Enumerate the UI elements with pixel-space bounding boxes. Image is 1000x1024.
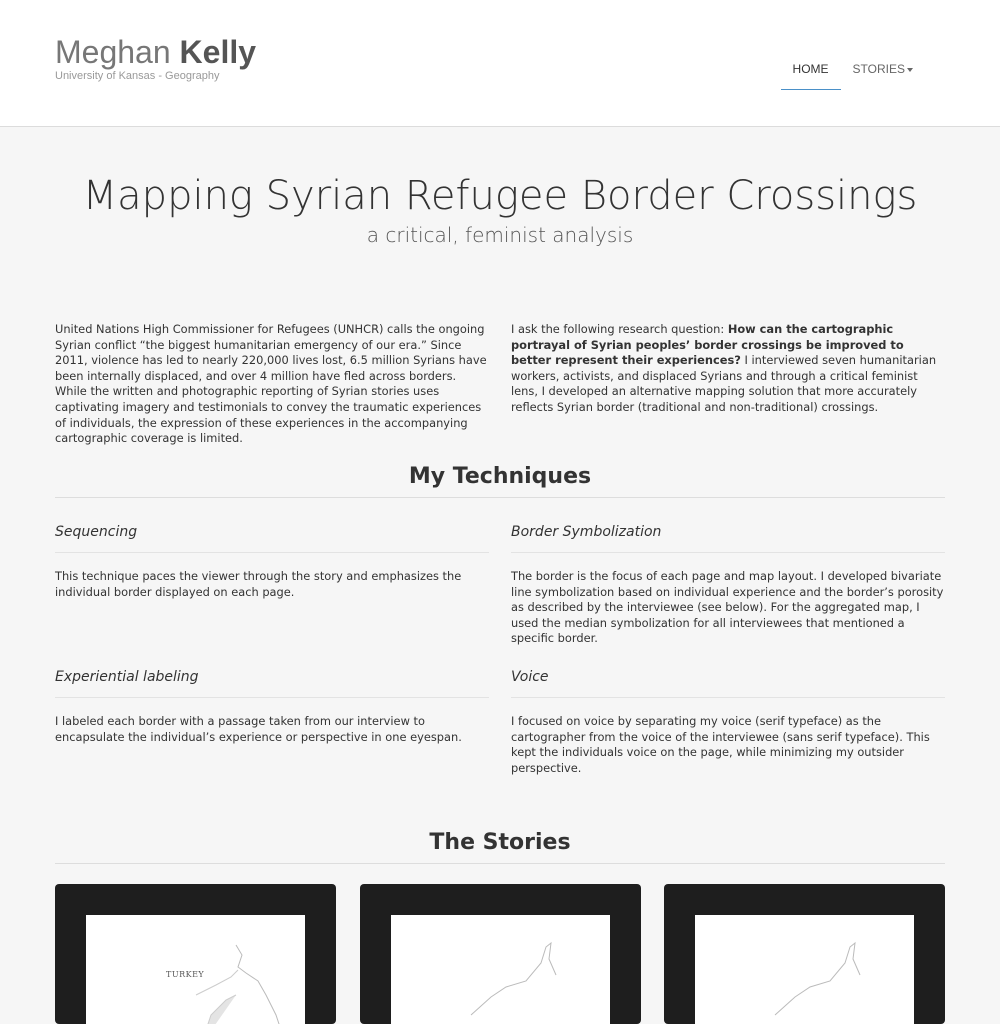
stories-heading: The Stories xyxy=(55,830,945,864)
technique-heading: Experiential labeling xyxy=(55,647,489,698)
technique-heading: Voice xyxy=(511,647,945,698)
research-method: I interviewed seven humanitarian workers, activists, and displaced Syrians and through a critical feminist lens, I developed an alternative mapping solution that more accurately reflects Syrian border (traditional and non-traditional) crossings. xyxy=(511,353,937,414)
story-map-thumbnail xyxy=(695,915,914,1024)
technique-heading: Sequencing xyxy=(55,498,489,553)
nav-home[interactable] xyxy=(781,62,841,90)
nav-home-label: HOME xyxy=(792,62,829,76)
technique-body: I labeled each border with a passage taken from our interview to encapsulate the individual’s experience or perspective in one eyespan. xyxy=(55,713,462,744)
map-border-graphic xyxy=(391,915,610,1024)
story-cards xyxy=(55,884,945,1024)
nav-stories-label: STORIES xyxy=(852,62,905,76)
map-country-label: TURKEY xyxy=(166,970,205,979)
research-question: How can the cartographic portrayal of Syrian peoples’ border crossings be improved to better represent their experiences? xyxy=(511,322,904,368)
techniques-heading: My Techniques xyxy=(55,464,945,498)
technique-voice xyxy=(511,647,945,776)
brand-name xyxy=(55,34,256,70)
site-header xyxy=(0,0,1000,127)
map-border-graphic xyxy=(695,915,914,1024)
story-map-thumbnail xyxy=(86,915,305,1024)
technique-body: The border is the focus of each page and map layout. I developed bivariate line symbolization based on individual experience and the border’s porosity as described by the interviewee (see below). For the aggregated map, I used the median symbolization for all interviewees that mentioned a specific border. xyxy=(511,569,944,646)
technique-body: I focused on voice by separating my voice (serif typeface) as the cartographer from the voice of the interviewee (sans serif typeface). This kept the individuals voice on the page, while minimizing my outsider perspective. xyxy=(511,713,930,775)
story-card[interactable] xyxy=(55,884,336,1024)
page-subtitle: a critical, feminist analysis xyxy=(366,223,634,247)
main-nav xyxy=(781,62,925,90)
hero xyxy=(0,127,1000,247)
nav-stories-dropdown[interactable] xyxy=(841,62,925,89)
stories-section xyxy=(55,830,945,1024)
techniques-grid xyxy=(55,498,945,776)
techniques-section xyxy=(55,464,945,776)
brand-first-name: Meghan xyxy=(55,34,171,70)
brand-subtitle: University of Kansas - Geography xyxy=(55,70,220,82)
intro-section xyxy=(55,322,945,447)
page-title: Mapping Syrian Refugee Border Crossings xyxy=(82,173,918,219)
story-map-thumbnail xyxy=(391,915,610,1024)
intro-left-paragraph: United Nations High Commissioner for Refugees (UNHCR) calls the ongoing Syrian conflict “the biggest humanitarian emergency of our era.” Since 2011, violence has led to nearly 220,000 lives lost, 6.5 million Syrians have been internally displaced, and over 4 million have fled across borders. While the written and photographic reporting of Syrian stories uses captivating imagery and testimonials to convey the traumatic experiences of individuals, the expression of these experiences in the accompanying cartographic coverage is limited. xyxy=(55,322,487,446)
brand[interactable] xyxy=(55,34,256,82)
technique-heading: Border Symbolization xyxy=(511,498,945,553)
intro-right-paragraph xyxy=(511,322,945,447)
story-card[interactable] xyxy=(360,884,641,1024)
technique-body: This technique paces the viewer through the story and emphasizes the individual border displayed on each page. xyxy=(55,569,462,599)
technique-border-symbolization xyxy=(511,498,945,647)
technique-sequencing xyxy=(55,498,489,647)
story-card[interactable] xyxy=(664,884,945,1024)
technique-experiential-labeling xyxy=(55,647,489,776)
caret-down-icon xyxy=(907,68,913,72)
brand-last-name: Kelly xyxy=(179,34,257,70)
research-question-lead: I ask the following research question: xyxy=(511,322,728,336)
